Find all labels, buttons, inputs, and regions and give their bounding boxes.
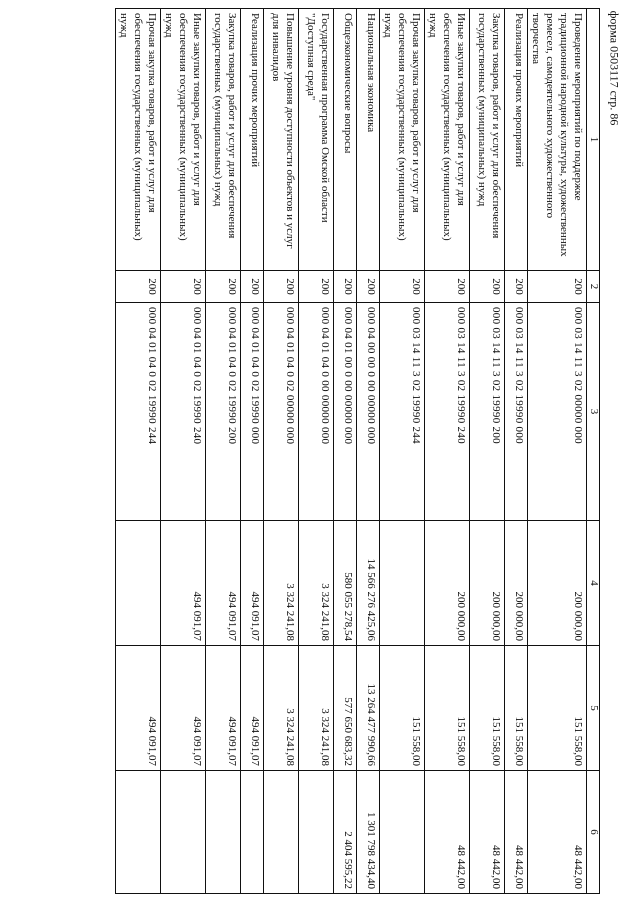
row-name: Иные закупки товаров, работ и услуг для обеспечения государственных (муниципальных) нужд [161,9,206,271]
row-code: 200 [334,271,357,303]
row-approved: 494 091,07 [206,521,241,646]
row-approved: 200 000,00 [528,521,587,646]
row-kbk: 000 04 01 04 0 02 00000 000 [264,303,299,521]
row-kbk: 000 03 14 11 3 02 19990 244 [380,303,425,521]
row-approved: 3 324 241,08 [299,521,334,646]
row-unexecuted [206,771,241,894]
row-name: Национальная экономика [357,9,380,271]
table-row [334,9,357,894]
row-unexecuted: 2 404 595,22 [334,771,357,894]
column-header: 3 [587,303,600,521]
row-executed: 494 091,07 [116,646,161,771]
row-kbk: 000 04 01 04 0 02 19990 000 [241,303,264,521]
row-name: Повышение уровня доступности объектов и услуг для инвалидов [264,9,299,271]
form-label [604,8,624,128]
row-name: Иные закупки товаров, работ и услуг для обеспечения государственных (муниципальных) нужд [425,9,470,271]
row-approved: 14 566 276 425,06 [357,521,380,646]
row-name: Закупка товаров, работ и услуг для обеспечения государственных (муниципальных) нужд [470,9,505,271]
row-unexecuted [264,771,299,894]
column-header: 4 [587,521,600,646]
row-name: Прочая закупка товаров, работ и услуг для обеспечения государственных (муниципальных) нужд [116,9,161,271]
row-unexecuted: 48 442,00 [470,771,505,894]
row-name: Реализация прочих мероприятий [241,9,264,271]
row-executed: 151 558,00 [528,646,587,771]
row-code: 200 [380,271,425,303]
table-row [425,9,470,894]
row-approved: 200 000,00 [505,521,528,646]
row-code: 200 [206,271,241,303]
row-unexecuted [380,771,425,894]
row-executed: 494 091,07 [241,646,264,771]
row-code: 200 [116,271,161,303]
table-header [587,9,600,894]
row-kbk: 000 03 14 11 3 02 19990 240 [425,303,470,521]
row-approved: 494 091,07 [241,521,264,646]
row-executed: 151 558,00 [425,646,470,771]
row-code: 200 [161,271,206,303]
row-kbk: 000 04 01 04 0 00 00000 000 [299,303,334,521]
row-unexecuted: 48 442,00 [425,771,470,894]
row-name: Прочая закупка товаров, работ и услуг для обеспечения государственных (муниципальных) нужд [380,9,425,271]
row-kbk: 000 04 00 00 0 00 00000 000 [357,303,380,521]
row-kbk: 000 03 14 11 3 02 19990 200 [470,303,505,521]
row-unexecuted: 1 301 798 434,40 [357,771,380,894]
row-kbk: 000 04 01 04 0 02 19990 240 [161,303,206,521]
row-code: 200 [528,271,587,303]
table-row [505,9,528,894]
rotated-page [70,8,600,893]
row-name: Закупка товаров, работ и услуг для обеспечения государственных (муниципальных) нужд [206,9,241,271]
row-code: 200 [299,271,334,303]
row-approved [380,521,425,646]
row-unexecuted [161,771,206,894]
row-kbk: 000 03 14 11 3 02 00000 000 [528,303,587,521]
row-code: 200 [425,271,470,303]
row-name: Проведение мероприятий по поддержке традиционной народной культуры, художественных ремесел, самодеятельного художественного творчества [528,9,587,271]
table-row [264,9,299,894]
row-approved: 494 091,07 [161,521,206,646]
row-unexecuted: 48 442,00 [505,771,528,894]
row-name: Реализация прочих мероприятий [505,9,528,271]
row-approved [116,521,161,646]
column-header: 1 [587,9,600,271]
row-approved: 580 055 278,54 [334,521,357,646]
table-body [116,9,587,894]
table-row [206,9,241,894]
row-code: 200 [357,271,380,303]
row-code: 200 [264,271,299,303]
row-executed: 577 650 683,32 [334,646,357,771]
row-approved: 200 000,00 [425,521,470,646]
row-code: 200 [470,271,505,303]
table-row [380,9,425,894]
column-header: 2 [587,271,600,303]
table-row [470,9,505,894]
table-row [241,9,264,894]
table-row [528,9,587,894]
column-header: 6 [587,771,600,894]
row-executed: 494 091,07 [206,646,241,771]
table-row [357,9,380,894]
row-kbk: 000 04 01 04 0 02 19990 244 [116,303,161,521]
row-executed: 13 264 477 990,66 [357,646,380,771]
row-name: Общеэкономические вопросы [334,9,357,271]
row-unexecuted [299,771,334,894]
row-code: 200 [505,271,528,303]
row-executed: 3 324 241,08 [264,646,299,771]
form-label-text: форма 0503117 стр. 86 [607,10,622,126]
page-area [70,8,600,893]
table-row [116,9,161,894]
row-executed: 3 324 241,08 [299,646,334,771]
row-unexecuted [241,771,264,894]
row-unexecuted [116,771,161,894]
row-kbk: 000 04 01 04 0 02 19990 200 [206,303,241,521]
row-kbk: 000 03 14 11 3 02 19990 000 [505,303,528,521]
row-kbk: 000 04 01 00 0 00 00000 000 [334,303,357,521]
row-executed: 151 558,00 [380,646,425,771]
column-header: 5 [587,646,600,771]
row-name: Государственная программа Омской области "Доступная среда" [299,9,334,271]
row-approved: 3 324 241,08 [264,521,299,646]
row-executed: 151 558,00 [505,646,528,771]
table-row [299,9,334,894]
row-executed: 494 091,07 [161,646,206,771]
row-code: 200 [241,271,264,303]
row-approved: 200 000,00 [470,521,505,646]
budget-table [115,8,600,894]
row-executed: 151 558,00 [470,646,505,771]
table-row [161,9,206,894]
row-unexecuted: 48 442,00 [528,771,587,894]
